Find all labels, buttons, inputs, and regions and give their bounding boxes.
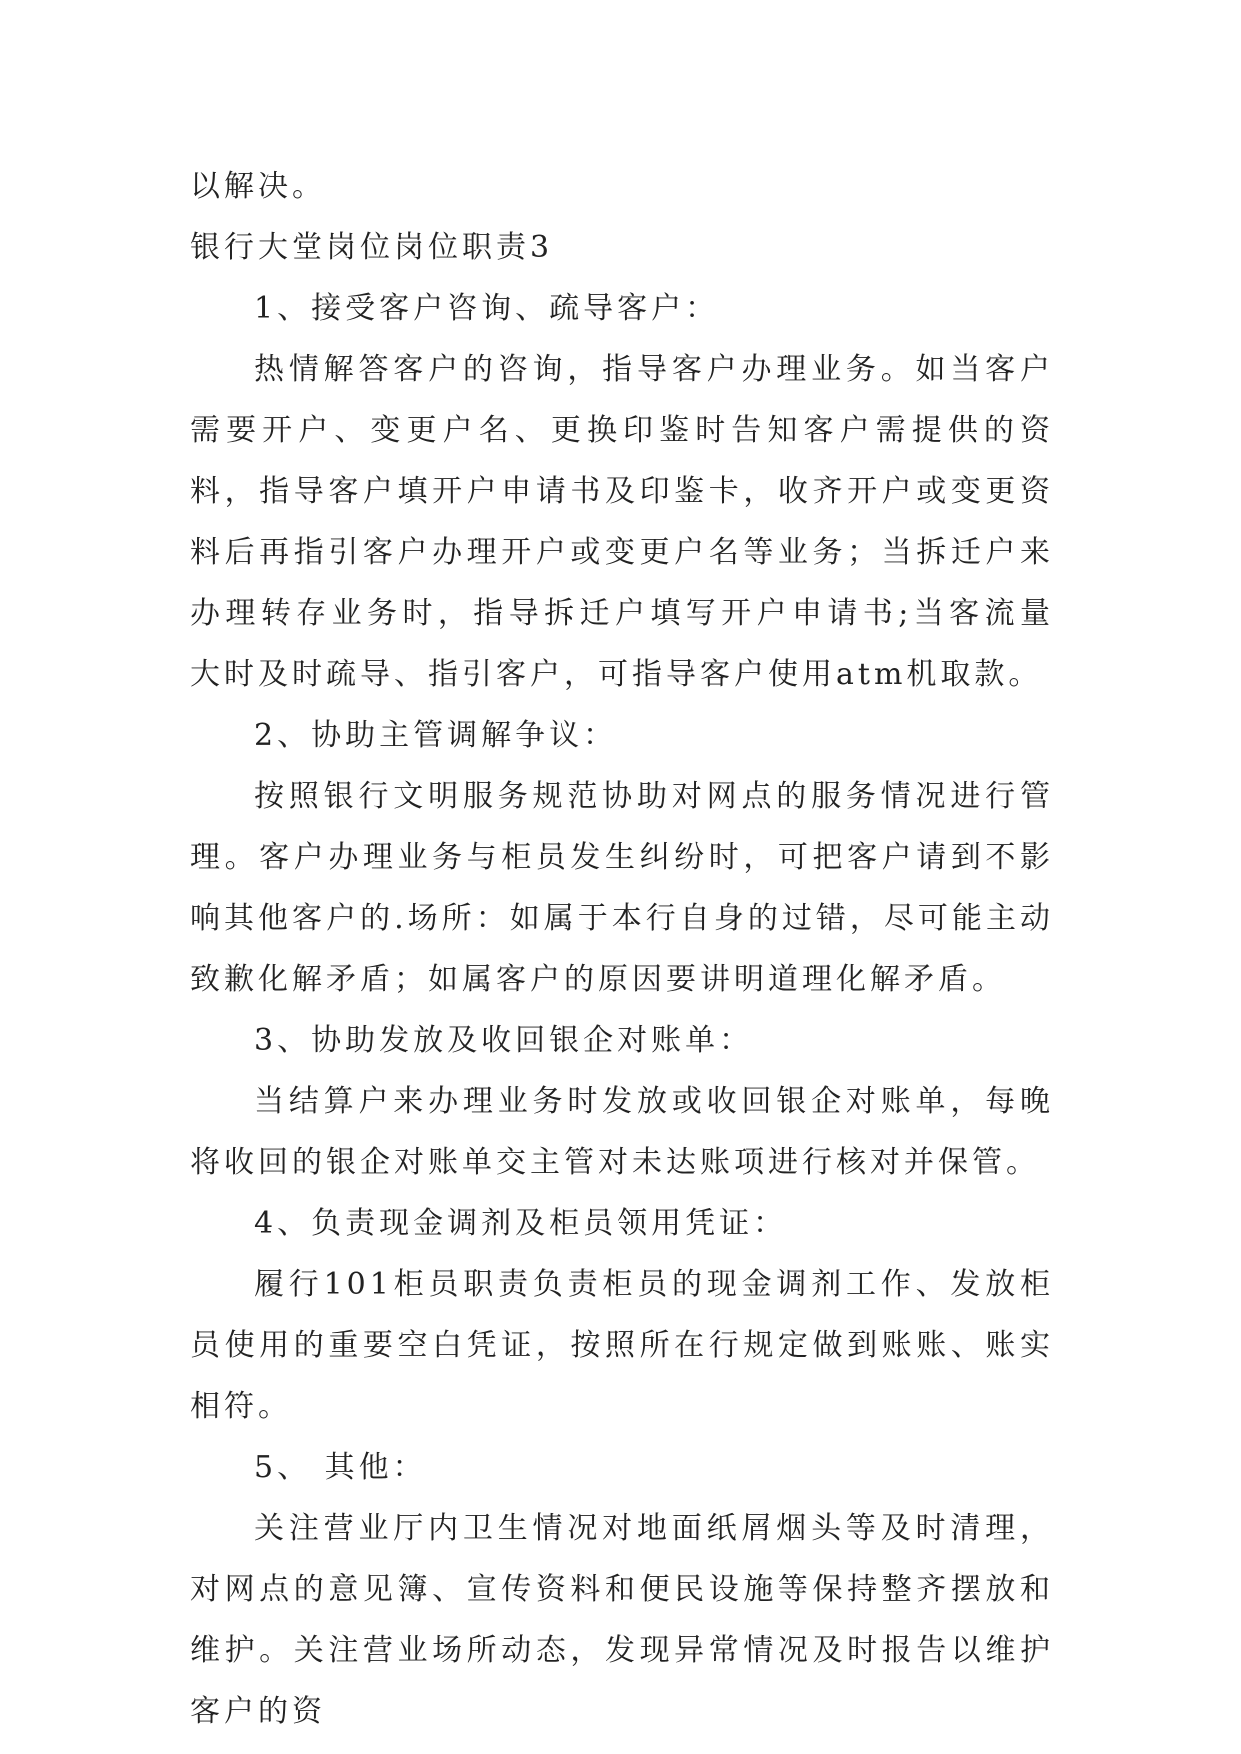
document-body — [190, 156, 1054, 1742]
item-body-2: 按照银行文明服务规范协助对网点的服务情况进行管理。客户办理业务与柜员发生纠纷时，可把客户请到不影响其他客户的.场所：如属于本行自身的过错，尽可能主动致歉化解矛盾；如属客户的原因要讲明道理化解矛盾。 — [190, 779, 1054, 997]
item-body-1: 热情解答客户的咨询，指导客户办理业务。如当客户需要开户、变更户名、更换印鉴时告知客户需提供的资料，指导客户填开户申请书及印鉴卡，收齐开户或变更资料后再指引客户办理开户或变更户名等业务；当拆迁户来办理转存业务时，指导拆迁户填写开户申请书;当客流量大时及时疏导、指引客户，可指导客户使用atm机取款。 — [190, 352, 1054, 692]
item-heading-5: 5、 其他： — [254, 1450, 427, 1485]
section-heading: 银行大堂岗位岗位职责3 — [190, 230, 554, 265]
item-heading-4: 4、负责现金调剂及柜员领用凭证： — [254, 1206, 788, 1241]
item-heading-3: 3、协助发放及收回银企对账单： — [254, 1023, 754, 1058]
item-heading-2: 2、协助主管调解争议： — [254, 718, 618, 753]
item-heading-1: 1、接受客户咨询、疏导客户： — [254, 291, 720, 326]
item-body-5: 关注营业厅内卫生情况对地面纸屑烟头等及时清理，对网点的意见簿、宣传资料和便民设施等保持整齐摆放和维护。关注营业场所动态，发现异常情况及时报告以维护客户的资 — [190, 1511, 1054, 1729]
paragraph-continuation: 以解决。 — [190, 169, 326, 204]
item-body-4: 履行101柜员职责负责柜员的现金调剂工作、发放柜员使用的重要空白凭证，按照所在行规定做到账账、账实相符。 — [190, 1267, 1054, 1424]
item-body-3: 当结算户来办理业务时发放或收回银企对账单，每晚将收回的银企对账单交主管对未达账项进行核对并保管。 — [190, 1084, 1054, 1180]
